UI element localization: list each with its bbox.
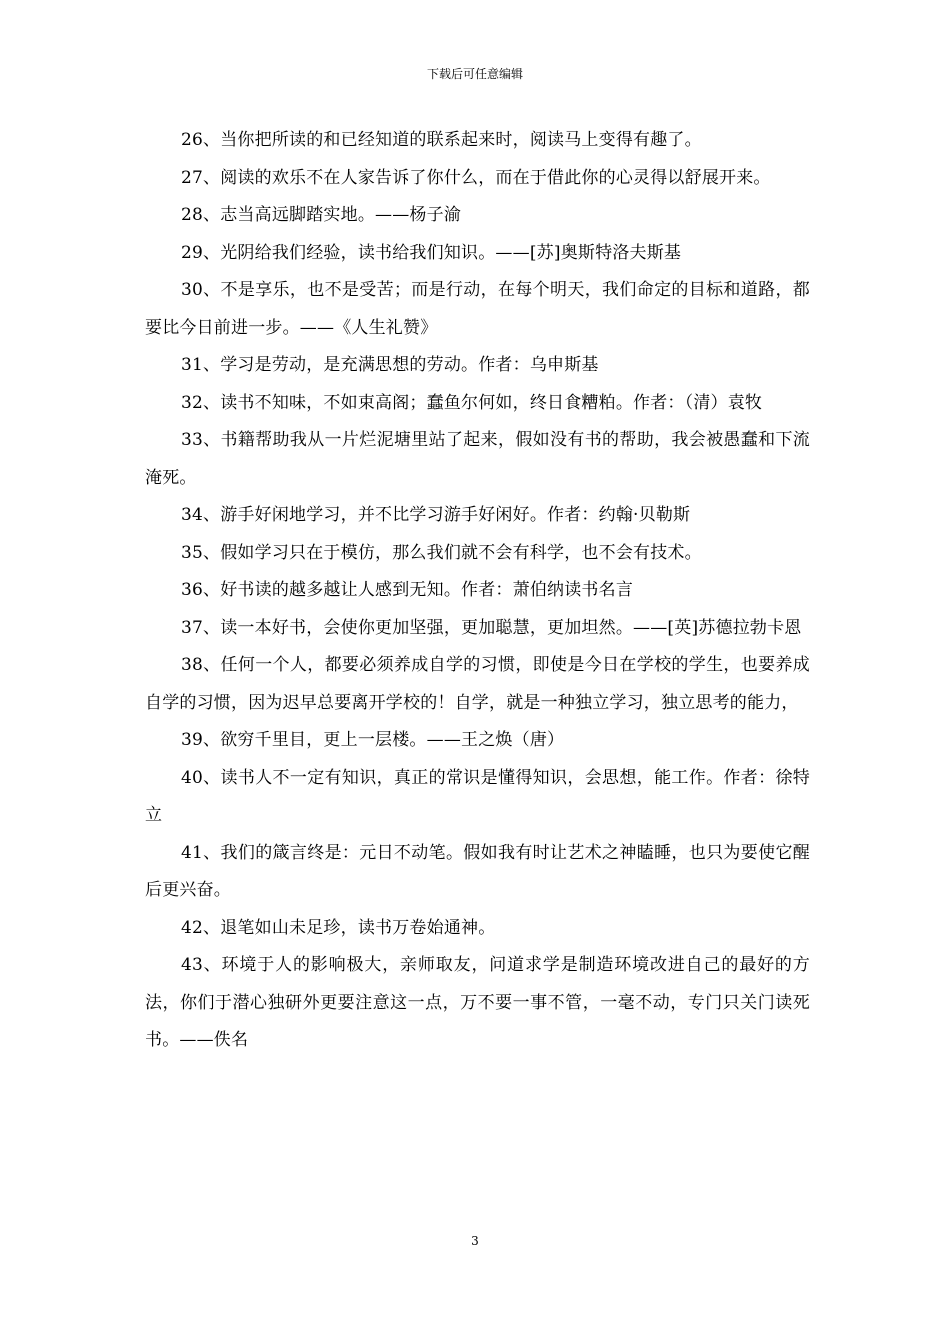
quote-paragraph-37: 37、读一本好书，会使你更加坚强，更加聪慧，更加坦然。——[英]苏德拉勃卡恩 (181, 617, 802, 638)
quote-paragraph-27: 27、阅读的欢乐不在人家告诉了你什么，而在于借此你的心灵得以舒展开来。 (181, 167, 771, 188)
quote-paragraph-32: 32、读书不知味，不如束高阁；蠢鱼尔何如，终日食糟粕。作者：（清）袁牧 (181, 392, 763, 413)
quote-paragraph-38: 38、任何一个人，都要必须养成自学的习惯，即使是今日在学校的学生，也要养成自学的习惯，因为迟早总要离开学校的！自学，就是一种独立学习，独立思考的能力， (145, 655, 810, 713)
quote-paragraph-26: 26、当你把所读的和已经知道的联系起来时，阅读马上变得有趣了。 (181, 130, 702, 150)
quote-paragraph-42: 42、退笔如山未足珍，读书万卷始通神。 (181, 917, 496, 938)
quote-paragraph-30: 30、不是享乐，也不是受苦；而是行动，在每个明天，我们命定的目标和道路，都要比今日前进一步。——《人生礼赞》 (145, 280, 810, 338)
quote-paragraph-33: 33、书籍帮助我从一片烂泥塘里站了起来，假如没有书的帮助，我会被愚蠢和下流淹死。 (145, 430, 810, 488)
quote-paragraph-34: 34、游手好闲地学习，并不比学习游手好闲好。作者：约翰·贝勒斯 (181, 505, 691, 525)
quote-paragraph-41: 41、我们的箴言终是：元日不动笔。假如我有时让艺术之神瞌睡，也只为要使它醒后更兴奋。 (145, 842, 810, 900)
quote-paragraph-35: 35、假如学习只在于模仿，那么我们就不会有科学，也不会有技术。 (181, 542, 702, 563)
quote-paragraph-36: 36、好书读的越多越让人感到无知。作者：萧伯纳读书名言 (181, 580, 634, 600)
quote-paragraph-28: 28、志当高远脚踏实地。——杨子渝 (181, 205, 462, 225)
quote-paragraph-39: 39、欲穷千里目，更上一层楼。——王之焕（唐） (181, 730, 565, 750)
document-body (145, 122, 810, 1060)
page-number: 3 (471, 1234, 479, 1248)
quote-paragraph-40: 40、读书人不一定有知识，真正的常识是懂得知识，会思想，能工作。作者：徐特立 (145, 767, 810, 825)
quote-paragraph-29: 29、光阴给我们经验，读书给我们知识。——[苏]奥斯特洛夫斯基 (181, 242, 682, 263)
page-header: 下载后可任意编辑 (426, 67, 523, 81)
quote-paragraph-31: 31、学习是劳动，是充满思想的劳动。作者：乌申斯基 (181, 355, 599, 375)
quote-paragraph-43: 43、环境于人的影响极大，亲师取友，问道求学是制造环境改进自己的最好的方法，你们于潜心独研外更要注意这一点，万不要一事不管，一毫不动，专门只关门读死书。——佚名 (145, 955, 810, 1050)
